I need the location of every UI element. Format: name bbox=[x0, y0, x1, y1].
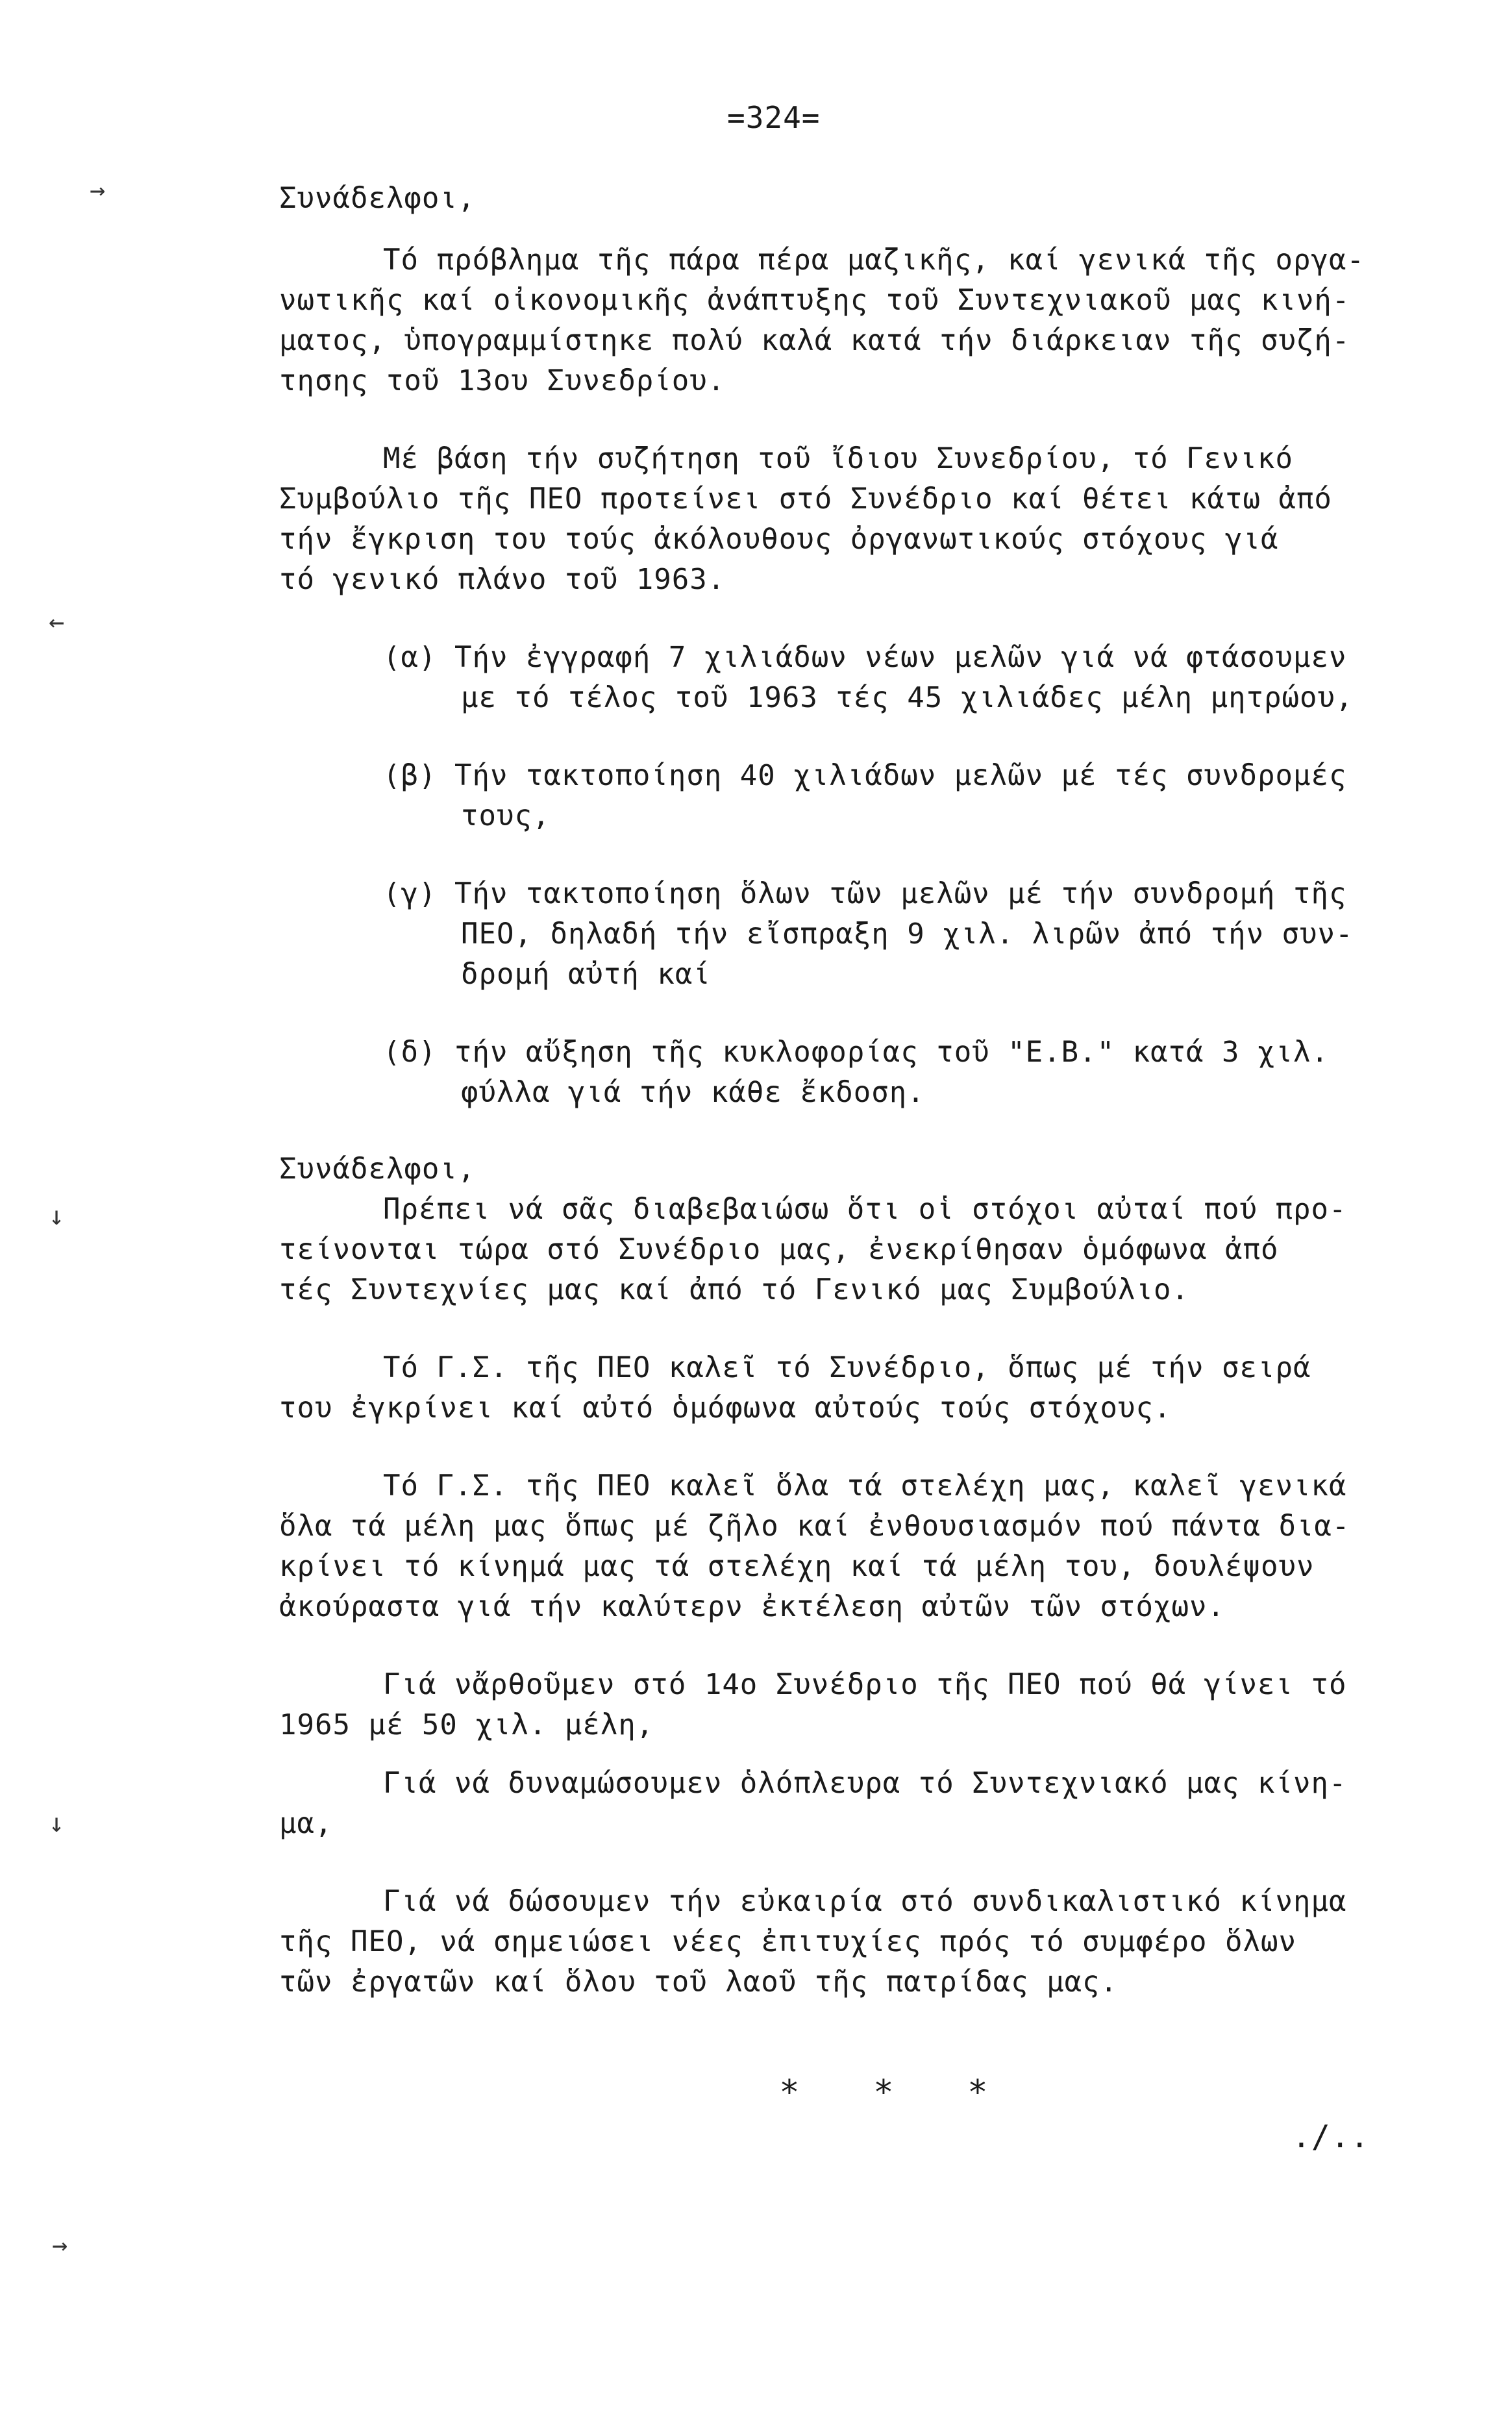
body-line: Τό Γ.Σ. τῆς ΠΕΟ καλεῖ τό Συνέδριο, ὅπως μέ τήν σειρά bbox=[383, 1351, 1311, 1384]
body-line: Τό πρόβλημα τῆς πάρα πέρα μαζικῆς, καί γενικά τῆς οργα- bbox=[383, 243, 1365, 277]
body-line: τό γενικό πλάνο τοῦ 1963. bbox=[279, 563, 726, 596]
body-line: Συμβούλιο τῆς ΠΕΟ προτείνει στό Συνέδριο καί θέτει κάτω ἀπό bbox=[279, 482, 1332, 516]
body-line: ὅλα τά μέλη μας ὅπως μέ ζῆλο καί ἐνθουσιασμόν πού πάντα δια- bbox=[279, 1510, 1350, 1543]
body-line: μα, bbox=[279, 1807, 333, 1840]
body-line: ματος, ὑπογραμμίστηκε πολύ καλά κατά τήν διάρκειαν τῆς συζή- bbox=[279, 324, 1350, 357]
body-line: Γιά νἄρθοῦμεν στό 14ο Συνέδριο τῆς ΠΕΟ πού θά γίνει τό bbox=[383, 1668, 1347, 1701]
body-line: τῶν ἐργατῶν καί ὅλου τοῦ λαοῦ τῆς πατρίδας μας. bbox=[279, 1965, 1119, 1999]
margin-mark: ↓ bbox=[49, 1201, 65, 1231]
body-line: τήν ἔγκριση του τούς ἀκόλουθους ὀργανωτικούς στόχους γιά bbox=[279, 523, 1279, 556]
page-number: =324= bbox=[727, 100, 821, 135]
body-line: Γιά νά δώσουμεν τήν εὐκαιρία στό συνδικαλιστικό κίνημα bbox=[383, 1885, 1347, 1918]
margin-mark: ← bbox=[49, 607, 65, 637]
list-item-c-cont: δρομή αὐτή καί bbox=[461, 958, 711, 991]
body-line: Πρέπει νά σᾶς διαβεβαιώσω ὅτι οἱ στόχοι αὐταί πού προ- bbox=[383, 1193, 1347, 1226]
body-line: 1965 μέ 50 χιλ. μέλη, bbox=[279, 1708, 654, 1741]
body-line: Μέ βάση τήν συζήτηση τοῦ ἴδιου Συνεδρίου, τό Γενικό bbox=[383, 442, 1294, 475]
list-item-b: (β) Τήν τακτοποίηση 40 χιλιάδων μελῶν μέ τές συνδρομές bbox=[383, 759, 1347, 792]
body-line: τησης τοῦ 13ου Συνεδρίου. bbox=[279, 364, 726, 397]
body-line: του ἐγκρίνει καί αὐτό ὁμόφωνα αὐτούς τούς στόχους. bbox=[279, 1391, 1172, 1425]
salutation: Συνάδελφοι, bbox=[279, 1153, 476, 1186]
body-line: Γιά νά δυναμώσουμεν ὁλόπλευρα τό Συντεχνιακό μας κίνη- bbox=[383, 1767, 1347, 1800]
body-line: Τό Γ.Σ. τῆς ΠΕΟ καλεῖ ὅλα τά στελέχη μας, καλεῖ γενικά bbox=[383, 1469, 1347, 1502]
body-line: τῆς ΠΕΟ, νά σημειώσει νέες ἐπιτυχίες πρός τό συμφέρο ὅλων bbox=[279, 1925, 1296, 1958]
separator-star: * bbox=[873, 2073, 894, 2112]
list-item-d: (δ) τήν αὔξηση τῆς κυκλοφορίας τοῦ "Ε.Β." κατά 3 χιλ. bbox=[383, 1036, 1329, 1069]
margin-mark: ↓ bbox=[49, 1808, 65, 1838]
body-line: κρίνει τό κίνημά μας τά στελέχη καί τά μέλη του, δουλέψουν bbox=[279, 1550, 1315, 1583]
list-item-d-cont: φύλλα γιά τήν κάθε ἔκδοση. bbox=[461, 1076, 925, 1109]
section-separator bbox=[698, 2032, 1061, 2153]
body-line: τές Συντεχνίες μας καί ἀπό τό Γενικό μας Συμβούλιο. bbox=[279, 1273, 1190, 1306]
separator-star: * bbox=[779, 2073, 800, 2112]
list-item-c-cont: ΠΕΟ, δηλαδή τήν εἴσπραξη 9 χιλ. λιρῶν ἀπό τήν συν- bbox=[461, 917, 1354, 951]
list-item-a-cont: με τό τέλος τοῦ 1963 τές 45 χιλιάδες μέλη μητρώου, bbox=[461, 681, 1354, 714]
body-line: νωτικῆς καί οἰκονομικῆς ἀνάπτυξης τοῦ Συντεχνιακοῦ μας κινή- bbox=[279, 284, 1350, 317]
salutation: Συνάδελφοι, bbox=[279, 182, 476, 215]
body-line: τείνονται τώρα στό Συνέδριο μας, ἐνεκρίθησαν ὁμόφωνα ἀπό bbox=[279, 1233, 1279, 1266]
body-line: ἀκούραστα γιά τήν καλύτερν ἐκτέλεση αὐτῶν τῶν στόχων. bbox=[279, 1590, 1225, 1623]
margin-mark: → bbox=[90, 175, 106, 205]
list-item-a: (α) Τήν ἐγγραφή 7 χιλιάδων νέων μελῶν γιά νά φτάσουμεν bbox=[383, 641, 1347, 674]
list-item-b-cont: τους, bbox=[461, 799, 551, 832]
continuation-mark: ./.. bbox=[1292, 2119, 1370, 2155]
list-item-c: (γ) Τήν τακτοποίηση ὅλων τῶν μελῶν μέ τήν συνδρομή τῆς bbox=[383, 877, 1347, 910]
margin-mark: → bbox=[52, 2230, 68, 2260]
separator-star: * bbox=[967, 2073, 988, 2112]
